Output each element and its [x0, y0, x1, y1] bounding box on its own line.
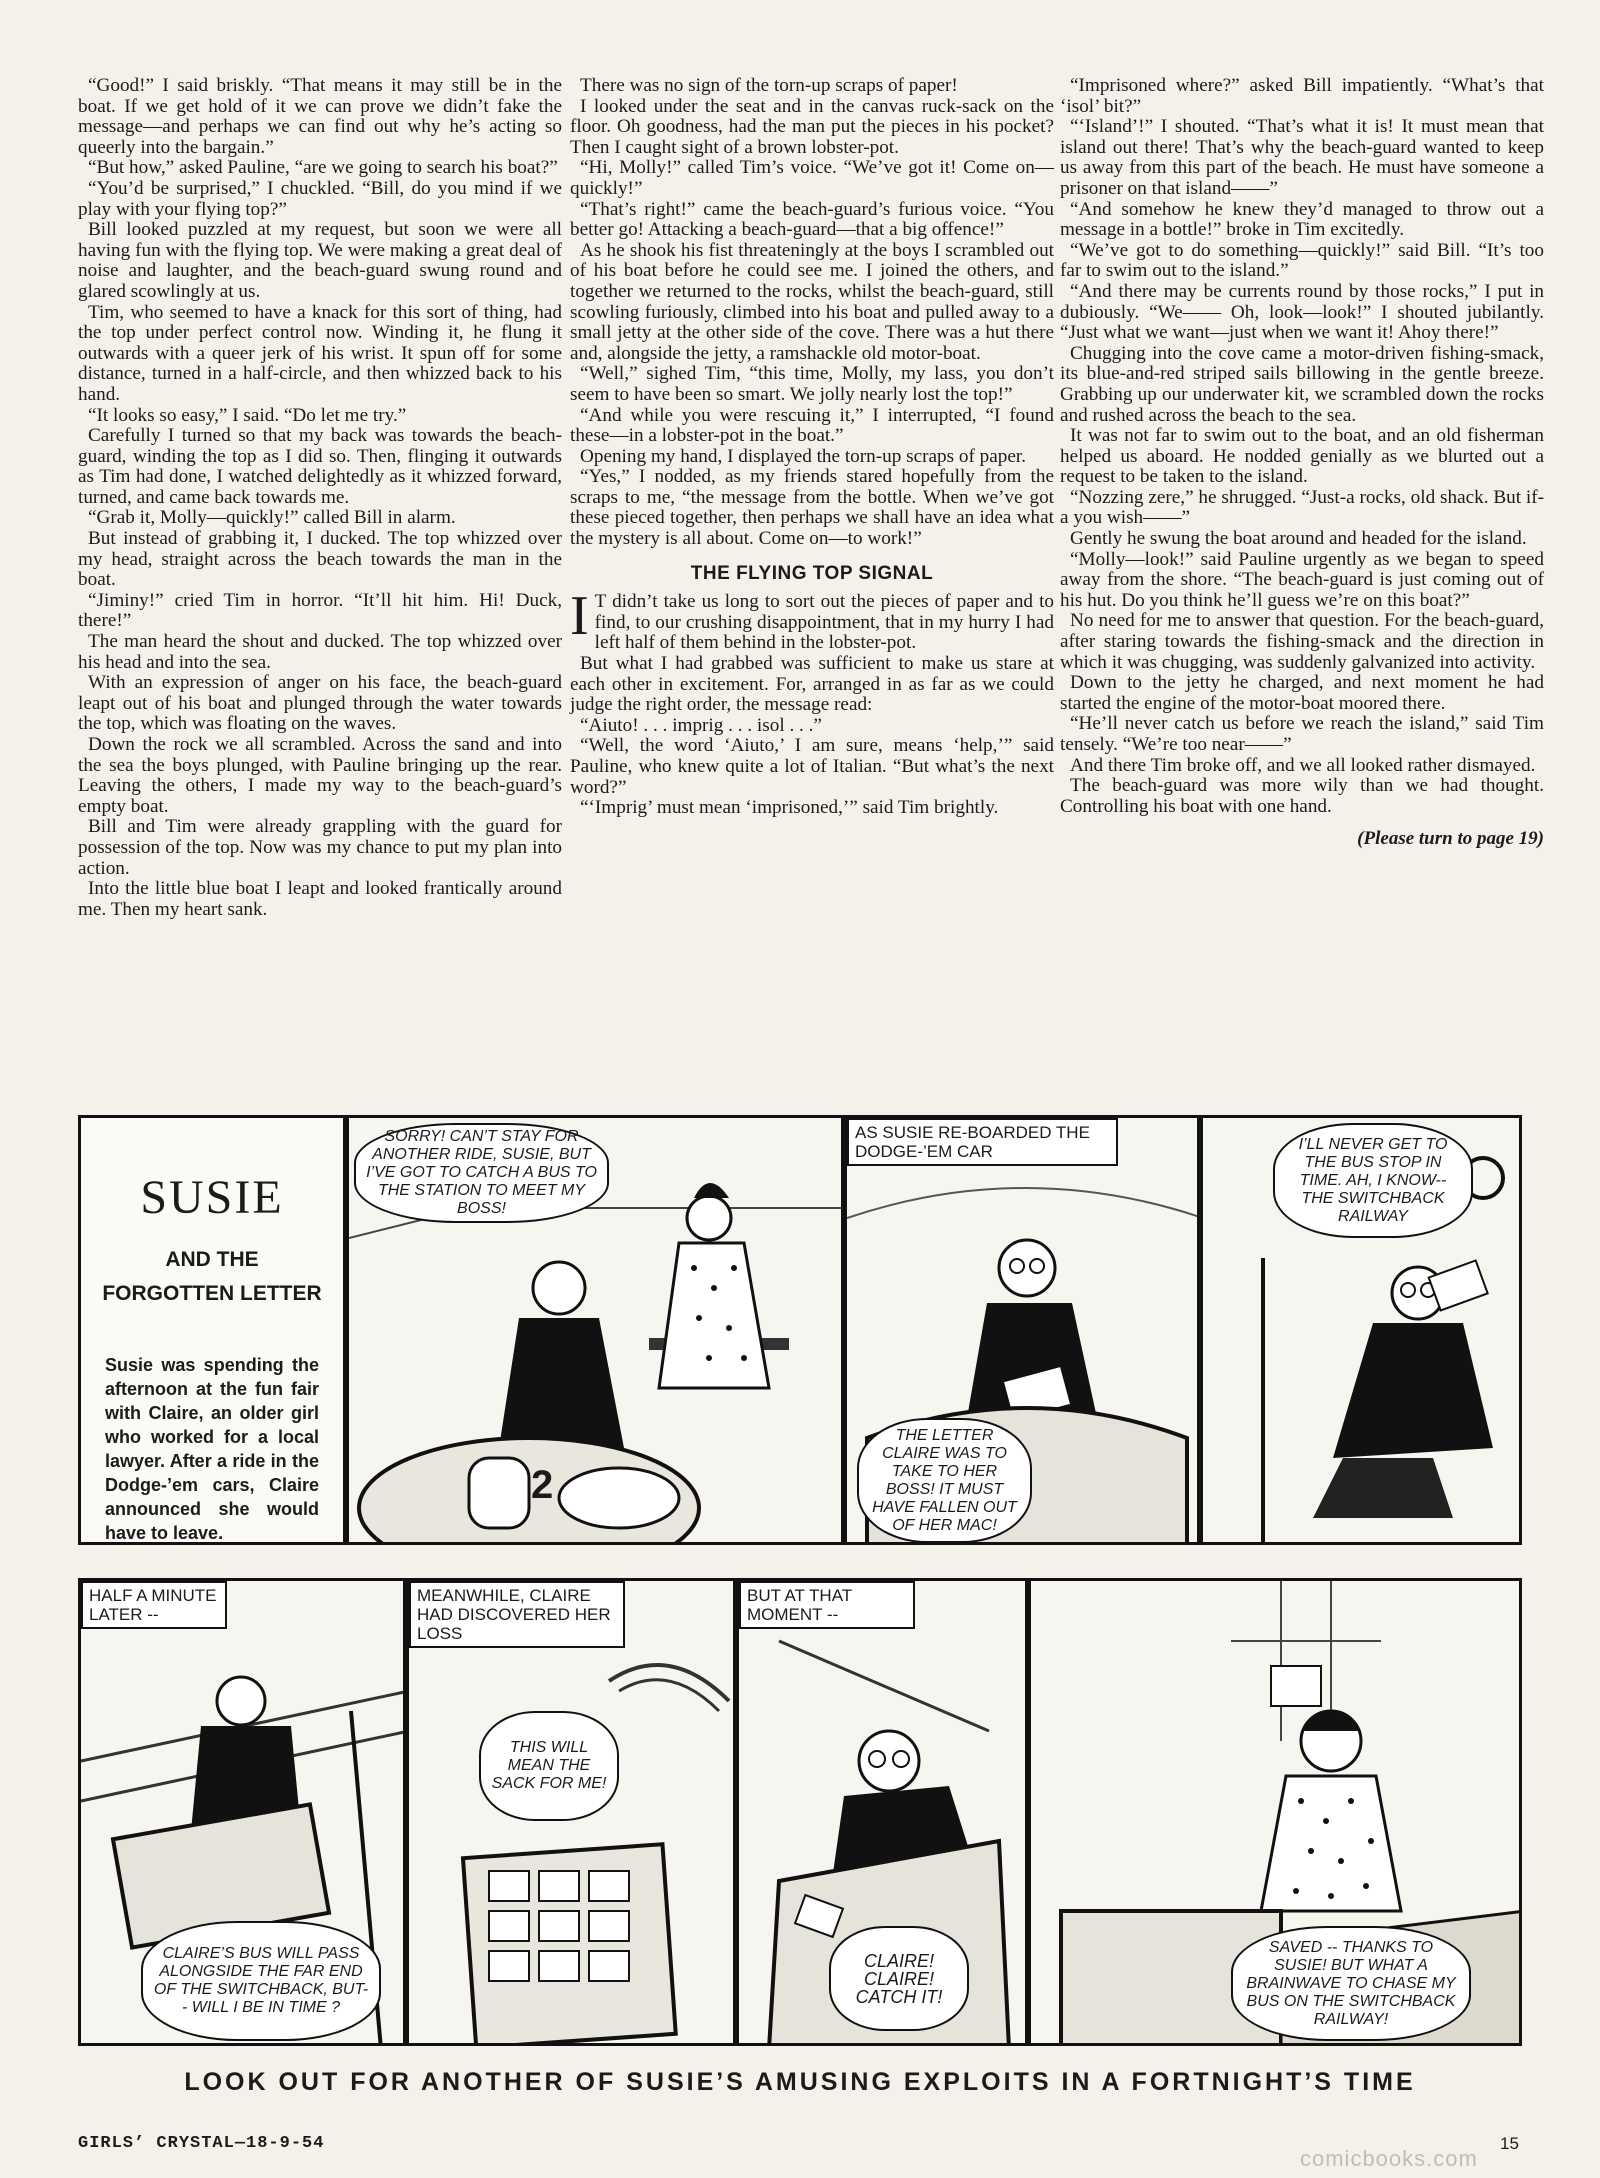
- story-paragraph: There was no sign of the torn-up scraps of paper!: [580, 75, 958, 96]
- story-column-3: [1060, 76, 1544, 850]
- story-paragraph: “That’s right!” came the beach-guard’s furious voice. “You better go! Attacking a beach-guard—that a big offence!”: [570, 198, 1054, 241]
- story-paragraph: “Molly—look!” said Pauline urgently as we began to speed away from the shore. “The beach-guard is just coming out of his hut. Do you think he’ll guess we’re on this boat?”: [1060, 548, 1544, 611]
- panel-5-caption: MEANWHILE, CLAIRE HAD DISCOVERED HER LOSS: [409, 1581, 625, 1648]
- story-paragraph: But instead of grabbing it, I ducked. The top whizzed over my head, straight across the beach towards the man in the boat.: [78, 528, 562, 591]
- story-column-2: [570, 76, 1054, 819]
- comic-panel-3: [1200, 1115, 1522, 1545]
- story-paragraph: “Grab it, Molly—quickly!” called Bill in alarm.: [88, 507, 456, 529]
- story-paragraph: “Yes,” I nodded, as my friends stared hopefully from the scraps to me, “the message from the bottle. When we’ve got these pieced together, then perhaps we shall have an idea what the mystery is all about. Come on—to work!”: [570, 466, 1054, 550]
- story-paragraph: But what I had grabbed was sufficient to make us stare at each other in excitement. For, arranged in as far as we could judge the right order, the message read:: [570, 653, 1054, 716]
- story-column-1: [78, 76, 562, 920]
- story-paragraph: “And while you were rescuing it,” I interrupted, “I found these—in a lobster-pot in the boat.”: [570, 404, 1054, 447]
- dropcap: I: [570, 585, 589, 648]
- story-paragraph: The man heard the shout and ducked. The top whizzed over his head and into the sea.: [78, 631, 562, 673]
- story-paragraph: “Imprisoned where?” asked Bill impatiently. “What’s that ‘isol’ bit?”: [1060, 75, 1544, 117]
- story-paragraph: “Well,” sighed Tim, “this time, Molly, my lass, you don’t seem to have been so smart. We jolly nearly lost the top!”: [570, 363, 1054, 405]
- comic-panel-7: [1028, 1578, 1522, 2046]
- story-paragraph: Tim, who seemed to have a knack for this sort of thing, had the top under perfect control now. Winding it, he flung it outwards with a queer jerk of his wrist. It spun off for some distance, turned in a half-circle, and then whizzed back to his hand.: [78, 301, 562, 405]
- panel-2-caption: AS SUSIE RE-BOARDED THE DODGE-’EM CAR: [847, 1118, 1118, 1166]
- story-paragraph: “Nozzing zere,” he shrugged. “Just-a rocks, old shack. But if-a you wish——”: [1060, 486, 1544, 529]
- turn-page-note: (Please turn to page 19): [1357, 828, 1544, 850]
- story-paragraph: “‘Imprig’ must mean ‘imprisoned,’” said Tim brightly.: [580, 797, 999, 819]
- comic-subtitle-line-1: AND THE: [165, 1248, 259, 1271]
- story-paragraph: “And somehow he knew they’d managed to throw out a message in a bottle!” broke in Tim excitedly.: [1060, 198, 1544, 241]
- story-paragraph: I looked under the seat and in the canvas ruck-sack on the floor. Oh goodness, had the man put the pieces in his pocket? Then I caught sight of a brown lobster-pot.: [570, 95, 1054, 158]
- story-paragraph: “Hi, Molly!” called Tim’s voice. “We’ve got it! Come on—quickly!”: [570, 157, 1054, 199]
- story-paragraph: “You’d be surprised,” I chuckled. “Bill, do you mind if we play with your flying top?”: [78, 177, 562, 220]
- section-heading: THE FLYING TOP SIGNAL: [690, 562, 934, 584]
- dropcap-paragraph: [570, 585, 1054, 654]
- story-paragraph: “It looks so easy,” I said. “Do let me try.”: [88, 404, 407, 426]
- story-paragraph: Into the little blue boat I leapt and looked frantically around me. Then my heart sank.: [78, 878, 562, 920]
- panel-6-caption: BUT AT THAT MOMENT --: [739, 1581, 915, 1629]
- story-paragraph: Down to the jetty he charged, and next moment he had started the engine of the motor-boat moored there.: [1060, 672, 1544, 714]
- comic-panel-1: [346, 1115, 844, 1545]
- story-paragraph: “Aiuto! . . . imprig . . . isol . . .”: [580, 714, 822, 736]
- story-paragraph: Opening my hand, I displayed the torn-up scraps of paper.: [580, 445, 1026, 467]
- story-paragraph: “He’ll never catch us before we reach the island,” said Tim tensely. “We’re too near——”: [1060, 713, 1544, 755]
- story-paragraph: Down the rock we all scrambled. Across the sand and into the sea the boys plunged, with Pauline bringing up the rear. Leaving the others, I made my way to the beach-guard’s empty boat.: [78, 734, 562, 817]
- story-column-2-bottom: [570, 654, 1054, 819]
- panel-3-thought-balloon: I’LL NEVER GET TO THE BUS STOP IN TIME. AH, I KNOW-- THE SWITCHBACK RAILWAY: [1273, 1123, 1473, 1238]
- panel-2-thought-balloon: THE LETTER CLAIRE WAS TO TAKE TO HER BOSS! IT MUST HAVE FALLEN OUT OF HER MAC!: [857, 1418, 1032, 1543]
- story-paragraph: “Good!” I said briskly. “That means it may still be in the boat. If we get hold of it we can prove we didn’t fake the message—and perhaps we can find out why he’s acting so queerly into the bargain.”: [78, 75, 562, 158]
- comic-panel-6: [736, 1578, 1028, 2046]
- watermark: comicbooks.com: [1300, 2146, 1478, 2171]
- panel-7-speech-balloon: SAVED -- THANKS TO SUSIE! BUT WHAT A BRAINWAVE TO CHASE MY BUS ON THE SWITCHBACK RAILWAY!: [1231, 1926, 1471, 2041]
- story-paragraph: Carefully I turned so that my back was towards the beach-guard, winding the top as I did so. Then, flinging it outwards as Tim had done, I watched delightedly as it whizzed forward, turned, and came back towards me.: [78, 425, 562, 508]
- comic-title: SUSIE: [140, 1171, 284, 1224]
- comic-subtitle: [81, 1243, 343, 1311]
- dropcap-text: T didn’t take us long to sort out the pieces of paper and to find, to our crushing disappointment, that in my hurry I had left half of them behind in the lobster-pot.: [594, 591, 1054, 654]
- story-paragraph: The beach-guard was more wily than we had thought. Controlling his boat with one hand.: [1060, 775, 1544, 817]
- magazine-issue-line: GIRLS’ CRYSTAL—18-9-54: [78, 2134, 325, 2153]
- story-paragraph: “‘Island’!” I shouted. “That’s what it is! It must mean that island out there! That’s why the beach-guard wanted to keep us away from this part of the beach. He must have someone a prisoner on that island——”: [1060, 116, 1544, 199]
- story-paragraph: It was not far to swim out to the boat, and an old fisherman helped us aboard. He nodded genially as we blurted out a request to be taken to the island.: [1060, 425, 1544, 488]
- story-paragraph: Gently he swung the boat around and headed for the island.: [1070, 528, 1527, 550]
- page-number: 15: [1500, 2134, 1519, 2153]
- story-column-2-top: [570, 76, 1054, 550]
- story-paragraph: “We’ve got to do something—quickly!” said Bill. “It’s too far to swim out to the island.”: [1060, 239, 1544, 282]
- story-paragraph: “Jiminy!” cried Tim in horror. “It’ll hit him. Hi! Duck, there!”: [78, 589, 562, 632]
- story-paragraph: Bill looked puzzled at my request, but soon we were all having fun with the flying top. We were making a great deal of noise and laughter, and the beach-guard swung round and glared scowlingly at us.: [78, 219, 562, 302]
- panel-1-speech-balloon: SORRY! CAN’T STAY FOR ANOTHER RIDE, SUSIE, BUT I’VE GOT TO CATCH A BUS TO THE STATION TO MEET MY BOSS!: [354, 1123, 609, 1223]
- story-paragraph: “Well, the word ‘Aiuto,’ I am sure, means ‘help,’” said Pauline, who knew quite a lot of Italian. “But what’s the next word?”: [570, 735, 1054, 798]
- comic-subtitle-line-2: FORGOTTEN LETTER: [102, 1282, 322, 1305]
- story-paragraph: Bill and Tim were already grappling with the guard for possession of the top. Now was my chance to put my plan into action.: [78, 816, 562, 879]
- story-paragraph: No need for me to answer that question. For the beach-guard, after staring towards the fishing-smack and the direction in which it was chugging, was suddenly galvanized into activity.: [1060, 610, 1544, 673]
- panel-6-speech-balloon: CLAIRE! CLAIRE! CATCH IT!: [829, 1926, 969, 2031]
- comic-intro: Susie was spending the afternoon at the fun fair with Claire, an older girl who worked for a local lawyer. After a ride in the Dodge-’em cars, Claire announced she would have to leave.: [105, 1355, 319, 1543]
- comic-panel-5: [406, 1578, 736, 2046]
- panel-5-speech-balloon: THIS WILL MEAN THE SACK FOR ME!: [479, 1711, 619, 1821]
- comic-panel-2: [844, 1115, 1200, 1545]
- story-paragraph: Chugging into the cove came a motor-driven fishing-smack, its blue-and-red striped sails billowing in the gentle breeze. Grabbing up our underwater kit, we scrambled down the rocks and rushed across the beach to the sea.: [1060, 342, 1544, 426]
- story-paragraph: And there Tim broke off, and we all looked rather dismayed.: [1070, 754, 1536, 776]
- panel-4-thought-balloon: CLAIRE’S BUS WILL PASS ALONGSIDE THE FAR END OF THE SWITCHBACK, BUT-- WILL I BE IN TIME ?: [141, 1921, 381, 2041]
- footer-banner: LOOK OUT FOR ANOTHER OF SUSIE’S AMUSING EXPLOITS IN A FORTNIGHT’S TIME: [184, 2068, 1416, 2096]
- story-paragraph: With an expression of anger on his face, the beach-guard leapt out of his boat and plunged through the water towards the top, which was floating on the waves.: [78, 672, 562, 735]
- story-column-3-body: [1060, 76, 1544, 817]
- comic-title-panel: [78, 1115, 346, 1545]
- story-paragraph: “And there may be currents round by those rocks,” I put in dubiously. “We—— Oh, look—look!” I shouted jubilantly. “Just what we want—just when we want it! Ahoy there!”: [1060, 280, 1544, 344]
- story-paragraph: As he shook his fist threateningly at the boys I scrambled out of his boat before he could see me. I joined the others, and together we returned to the rocks, whilst the beach-guard, still scowling furiously, climbed into his boat and pulled away to a small jetty at the other side of the cove. There was a hut there and, alongside the jetty, a ramshackle old motor-boat.: [570, 239, 1054, 364]
- car-number: 2: [531, 1463, 554, 1507]
- story-paragraph: “But how,” asked Pauline, “are we going to search his boat?”: [88, 157, 558, 179]
- comic-panel-4: [78, 1578, 406, 2046]
- panel-4-caption: HALF A MINUTE LATER --: [81, 1581, 227, 1629]
